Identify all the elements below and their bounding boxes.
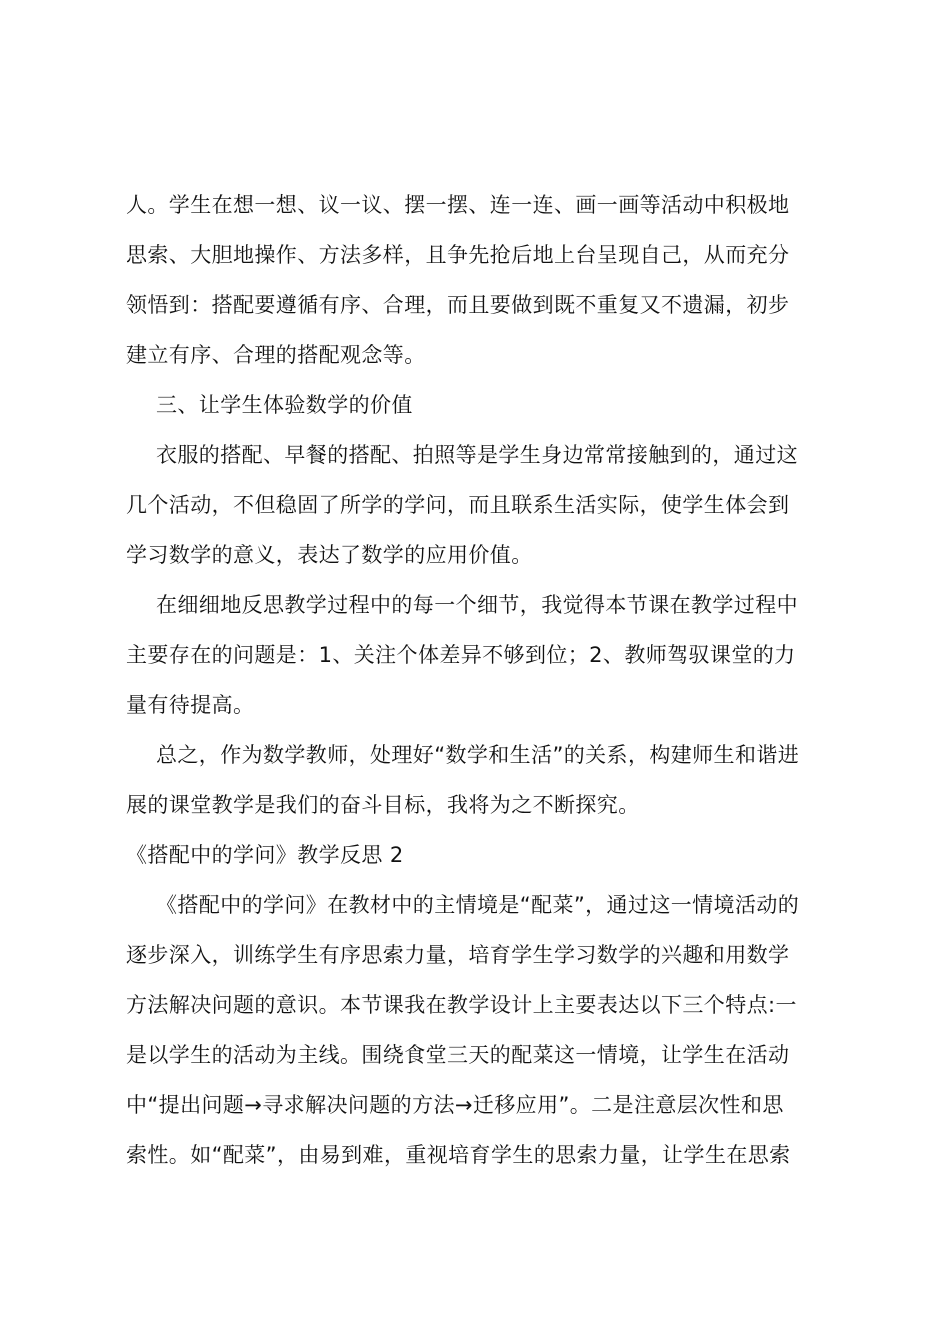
text-line: 展的课堂教学是我们的奋斗目标，我将为之不断探究。 xyxy=(126,793,640,817)
section-heading: 三、让学生体验数学的价值 xyxy=(156,393,413,417)
text-line: 是以学生的活动为主线。围绕食堂三天的配菜这一情境，让学生在活动 xyxy=(126,1043,790,1067)
text-line: 思索、大胆地操作、方法多样，且争先抢后地上台呈现自己，从而充分 xyxy=(126,243,790,267)
text-line: 逐步深入，训练学生有序思索力量，培育学生学习数学的兴趣和用数学 xyxy=(126,943,790,967)
text-line: 《搭配中的学问》在教材中的主情境是“配菜”，通过这一情境活动的 xyxy=(156,893,800,917)
text-line: 建立有序、合理的搭配观念等。 xyxy=(126,343,426,367)
text-line: 中“提出问题→寻求解决问题的方法→迁移应用”。二是注意层次性和思 xyxy=(126,1093,784,1117)
text-line: 在细细地反思教学过程中的每一个细节，我觉得本节课在教学过程中 xyxy=(156,593,798,617)
text-line: 量有待提高。 xyxy=(126,693,255,717)
text-line: 方法解决问题的意识。本节课我在教学设计上主要表达以下三个特点:一 xyxy=(126,993,797,1017)
document-body xyxy=(126,180,836,1180)
text-line: 学习数学的意义，表达了数学的应用价值。 xyxy=(126,543,533,567)
text-line: 总之，作为数学教师，处理好“数学和生活”的关系，构建师生和谐进 xyxy=(156,743,800,767)
text-line: 人。学生在想一想、议一议、摆一摆、连一连、画一画等活动中积极地 xyxy=(126,193,790,217)
text-line: 衣服的搭配、早餐的搭配、拍照等是学生身边常常接触到的，通过这 xyxy=(156,443,798,467)
article-title: 《搭配中的学问》教学反思 2 xyxy=(126,843,404,867)
text-line: 索性。如“配菜”，由易到难，重视培育学生的思索力量，让学生在思索 xyxy=(126,1143,791,1167)
text-line: 领悟到：搭配要遵循有序、合理，而且要做到既不重复又不遗漏，初步 xyxy=(126,293,790,317)
text-line: 几个活动，不但稳固了所学的学问，而且联系生活实际，使学生体会到 xyxy=(126,493,790,517)
text-line: 主要存在的问题是：1、关注个体差异不够到位；2、教师驾驭课堂的力 xyxy=(126,643,796,667)
